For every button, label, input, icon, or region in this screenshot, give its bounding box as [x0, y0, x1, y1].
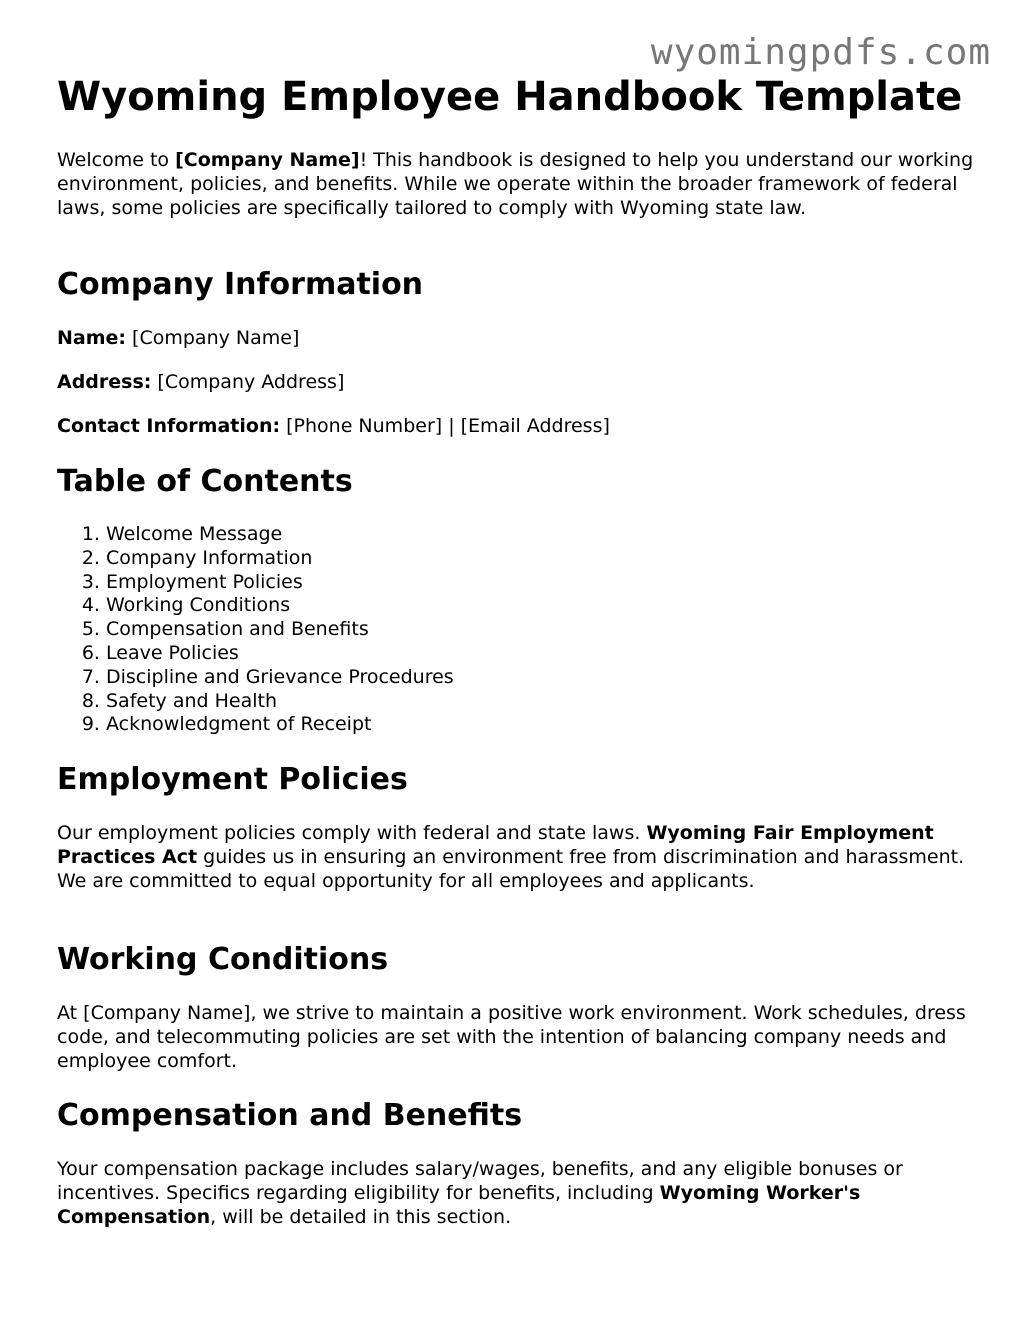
company-info-heading: Company Information [57, 267, 424, 302]
fair-employment-act: Wyoming Fair Employment Practices Act [57, 822, 934, 868]
toc-item: 4. Working Conditions [106, 594, 977, 618]
toc-item: 8. Safety and Health [106, 690, 977, 714]
toc-item: 6. Leave Policies [106, 642, 977, 666]
working-conditions-heading: Working Conditions [57, 942, 389, 977]
workers-compensation: Wyoming Worker's Compensation [57, 1182, 861, 1228]
document-title: Wyoming Employee Handbook Template [57, 74, 963, 120]
working-conditions-section [57, 942, 977, 1073]
toc-item: 2. Company Information [106, 547, 977, 571]
company-address-line: Address: [Company Address] [57, 371, 345, 393]
company-name-placeholder: [Company Name] [175, 149, 360, 171]
compensation-paragraph: Your compensation package includes salary/wages, benefits, and any eligible bonuses or incentives. Specifics regarding eligibility for benefits, including Wyoming Worker's Compensation, will be detailed in this section. [57, 1158, 903, 1228]
employment-heading: Employment Policies [57, 762, 408, 797]
working-conditions-paragraph: At [Company Name], we strive to maintain a positive work environment. Work schedules, dress code, and telecommuting policies are set with the intention of balancing company needs and employee comfort. [57, 1002, 966, 1072]
toc-list [57, 523, 977, 737]
intro-section [57, 148, 977, 220]
employment-paragraph: Our employment policies comply with federal and state laws. Wyoming Fair Employment Practices Act guides us in ensuring an environment free from discrimination and harassment. We are committed to equal opportunity for all employees and applicants. [57, 822, 965, 892]
intro-paragraph: Welcome to [Company Name]! This handbook is designed to help you understand our working environment, policies, and benefits. While we operate within the broader framework of federal laws, some policies are specifically tailored to comply with Wyoming state law. [57, 149, 974, 219]
toc-item: 9. Acknowledgment of Receipt [106, 713, 977, 737]
compensation-section [57, 1098, 977, 1229]
employment-section [57, 762, 977, 893]
watermark: wyomingpdfs.com [650, 32, 991, 73]
toc-item: 5. Compensation and Benefits [106, 618, 977, 642]
toc-item: 1. Welcome Message [106, 523, 977, 547]
toc-item: 7. Discipline and Grievance Procedures [106, 666, 977, 690]
document-header [57, 72, 977, 156]
company-info-section [57, 267, 977, 438]
compensation-heading: Compensation and Benefits [57, 1098, 523, 1133]
toc-section [57, 464, 977, 737]
company-name-line: Name: [Company Name] [57, 327, 300, 349]
company-contact-line: Contact Information: [Phone Number] | [Email Address] [57, 415, 610, 437]
toc-heading: Table of Contents [57, 464, 353, 499]
toc-item: 3. Employment Policies [106, 571, 977, 595]
